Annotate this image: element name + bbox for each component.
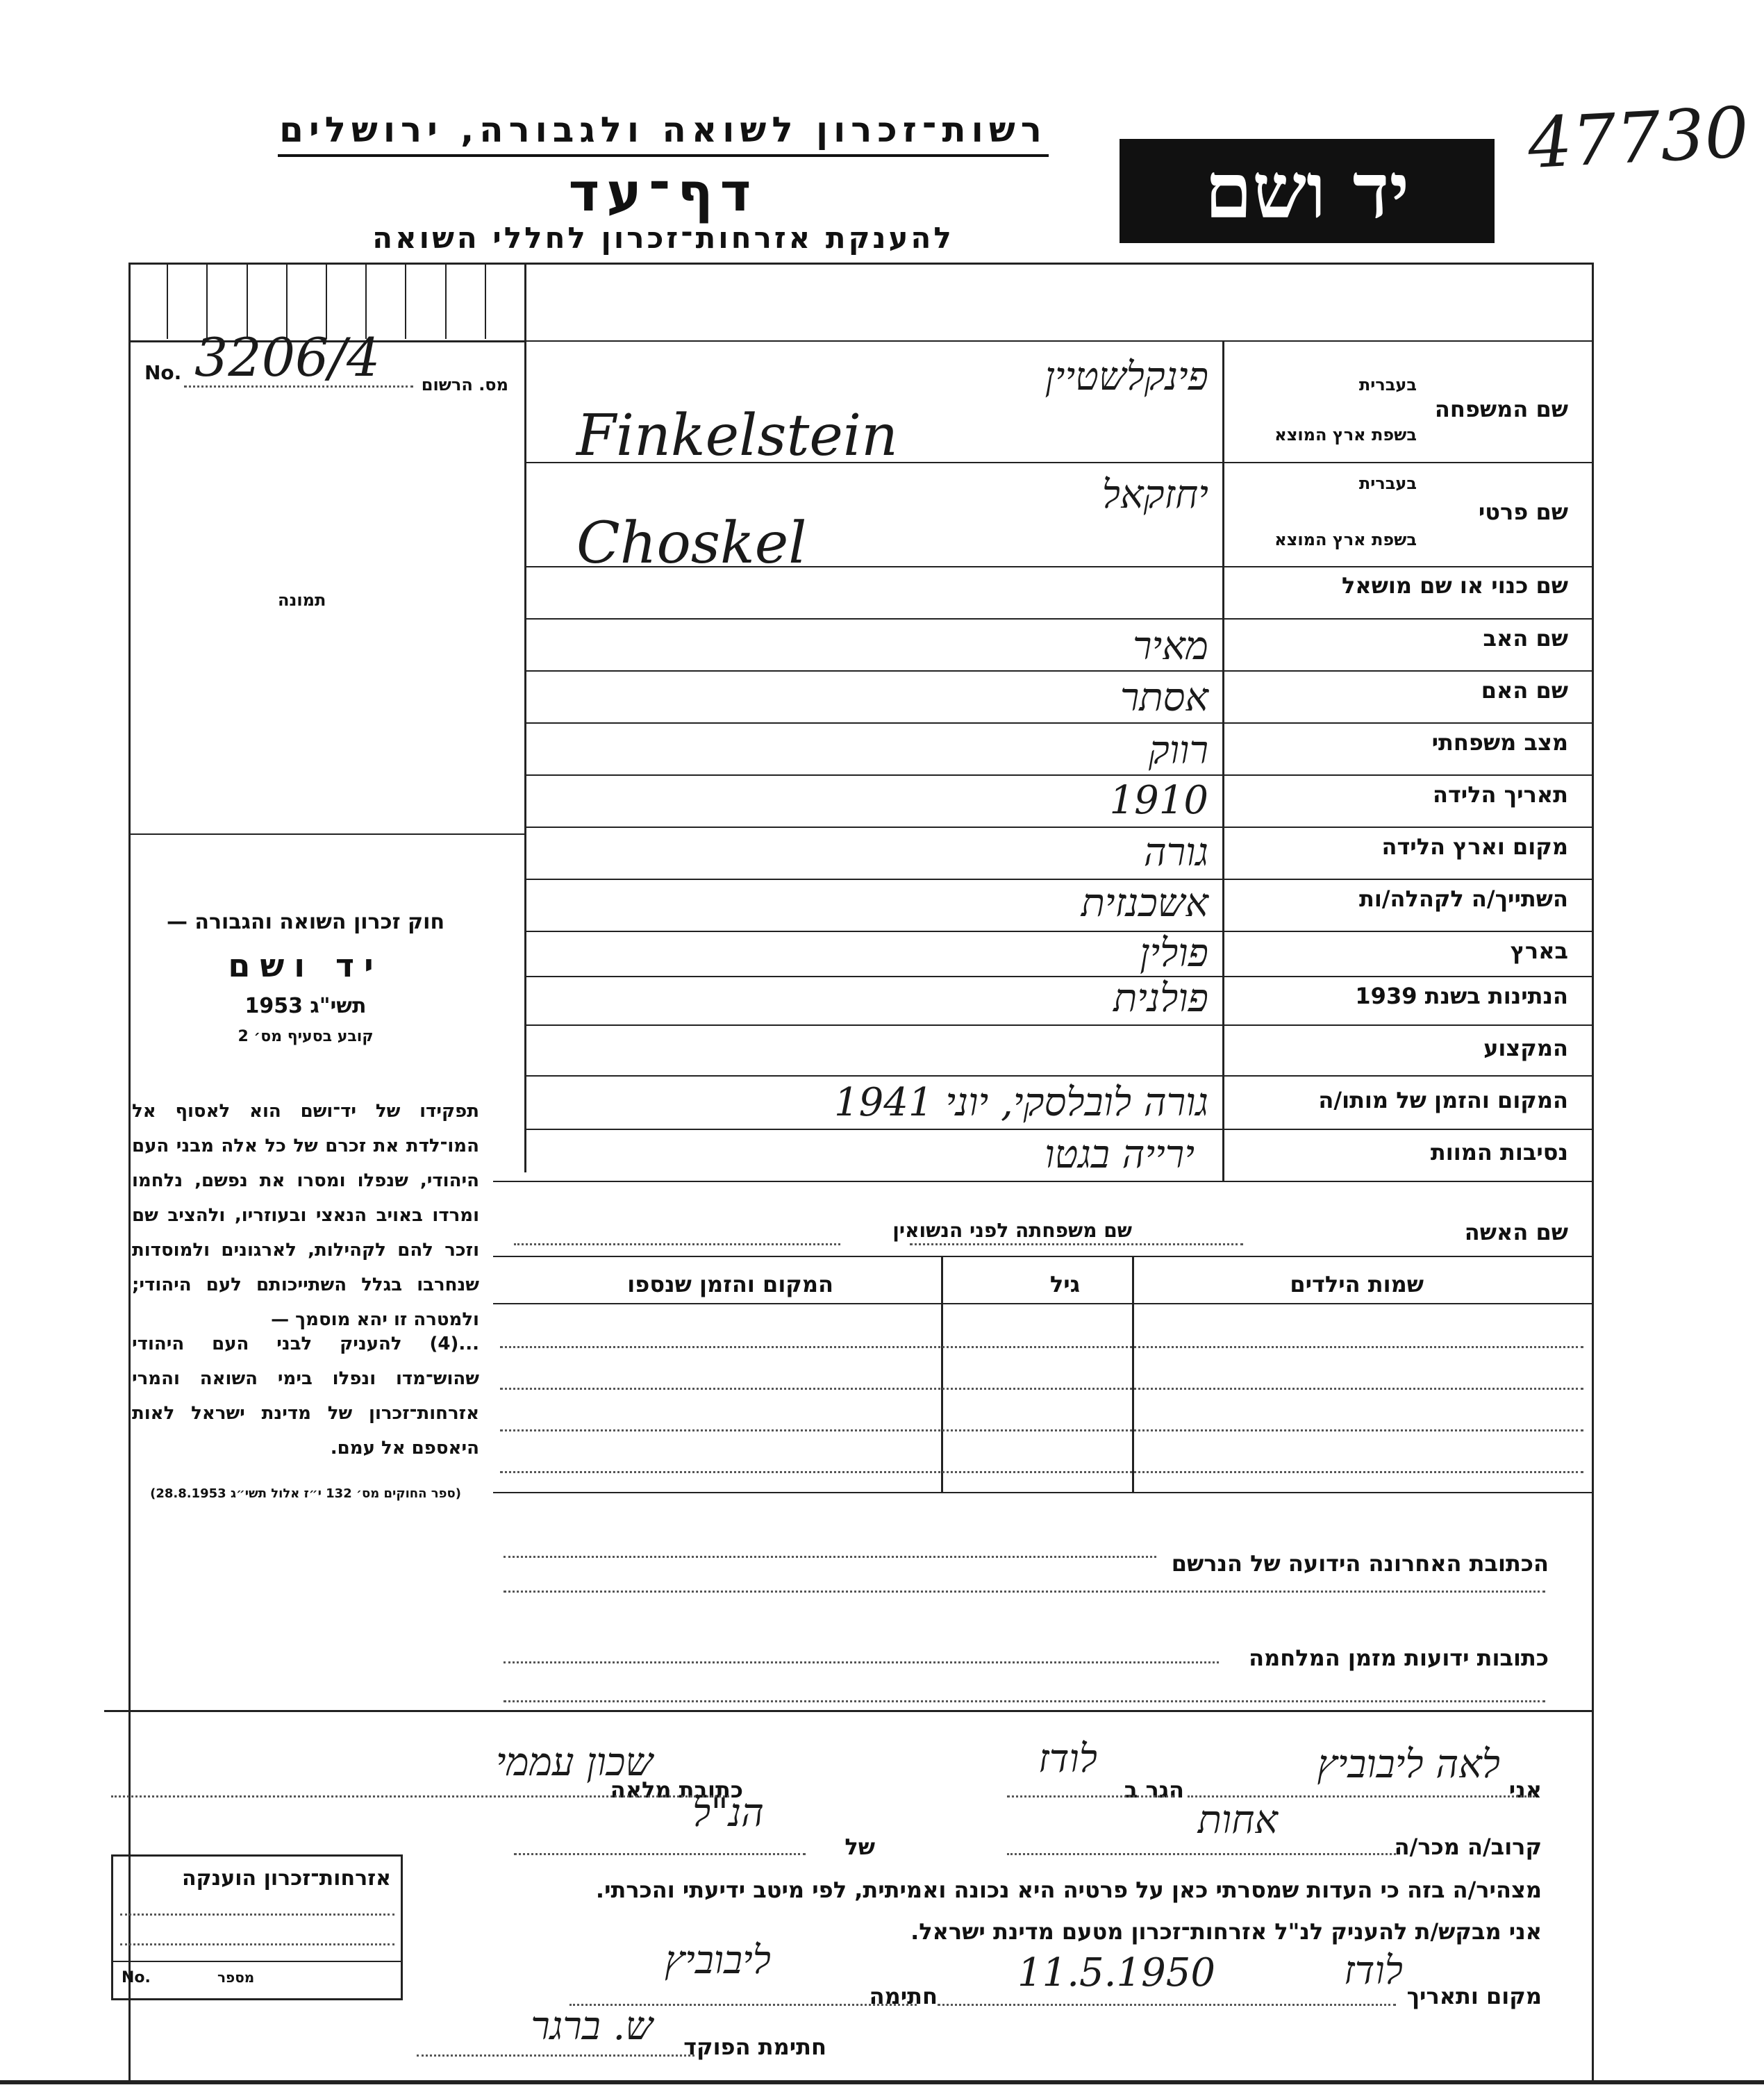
field-value-surname: פינקלשטיין bbox=[1045, 354, 1208, 399]
left-mid-line bbox=[128, 833, 524, 835]
stamp-no-label: No. bbox=[122, 1969, 151, 1986]
stamp-title: אזרחות־זכרון הוענקה bbox=[181, 1866, 391, 1891]
page-subtitle: להענקת אזרחות־זכרון לחללי השואה bbox=[372, 221, 954, 255]
row-line bbox=[493, 1181, 1594, 1182]
field-label-citizenship: הנתינות בשנת 1939 bbox=[1355, 983, 1568, 1009]
declaration-top-line bbox=[104, 1710, 1594, 1712]
children-header-line bbox=[493, 1303, 1594, 1304]
decl-address-value: שכון עממי bbox=[495, 1740, 653, 1785]
decl-signature-label: חתימה bbox=[869, 1983, 938, 2009]
decl-place-value: לודז bbox=[1343, 1948, 1403, 1993]
last-address-dots-2 bbox=[504, 1591, 1545, 1593]
field-sub-surname-hebrew: בעברית bbox=[1358, 375, 1417, 395]
stamp-dots bbox=[120, 1913, 394, 1916]
decl-resides-label: הגר ב bbox=[1124, 1777, 1184, 1803]
field-value-citizenship: פולנית bbox=[1113, 976, 1208, 1021]
field-value-death-circumstances: ירייה בגטו bbox=[1045, 1132, 1195, 1177]
row-line bbox=[524, 1024, 1594, 1026]
field-label-father: שם האב bbox=[1483, 625, 1568, 651]
field-value-father: מאיר bbox=[1133, 624, 1208, 669]
field-label-death-place: המקום והזמן של מותו/ה bbox=[1318, 1087, 1568, 1113]
children-row bbox=[500, 1388, 1583, 1390]
field-sub-surname-origin: בשפת ארץ המוצא bbox=[1274, 425, 1417, 445]
field-value-birthdate: 1910 bbox=[1109, 778, 1208, 823]
left-column-divider bbox=[524, 263, 526, 1172]
wife-dots bbox=[910, 1243, 1243, 1245]
war-address-dots bbox=[504, 1661, 1219, 1663]
field-value-surname-latin: Finkelstein bbox=[576, 403, 898, 469]
field-value-firstname: יחזקאל bbox=[1101, 472, 1208, 517]
field-label-death-circumstances: נסיבות המוות bbox=[1430, 1139, 1568, 1165]
row-line bbox=[524, 670, 1594, 672]
field-value-country: פולין bbox=[1140, 931, 1208, 976]
children-col-divider bbox=[1132, 1256, 1134, 1492]
field-label-surname: שם המשפחה bbox=[1434, 396, 1568, 422]
field-value-marital: רווק bbox=[1148, 728, 1208, 773]
decl-of-value: הנ"ל bbox=[692, 1791, 764, 1836]
field-value-firstname-latin: Choskel bbox=[576, 510, 807, 576]
decl-signature-value: ליבוביץ bbox=[664, 1938, 771, 1983]
field-value-death-place: גורה לובלסקי, יוני 1941 bbox=[834, 1080, 1208, 1125]
decl-date-value: 11.5.1950 bbox=[1017, 1950, 1215, 1995]
authority-title: רשות־זכרון לשואה ולגבורה, ירושלים bbox=[279, 110, 1047, 150]
law-footnote: (ספר החוקים מס׳ 132 י״ז אלול תשי״ג 28.8.1953) bbox=[150, 1486, 461, 1501]
photo-label: תמונה bbox=[278, 590, 326, 610]
decl-relative-value: אחות bbox=[1197, 1798, 1278, 1843]
stamp-number-label: מספר bbox=[217, 1969, 255, 1986]
registration-value: 3206/4 bbox=[194, 326, 381, 388]
row-line bbox=[524, 1075, 1594, 1077]
last-address-dots bbox=[504, 1556, 1156, 1558]
registration-no-label: No. bbox=[144, 361, 182, 384]
decl-of-label: של bbox=[844, 1834, 875, 1860]
war-address-dots-2 bbox=[504, 1700, 1545, 1702]
row-line bbox=[524, 618, 1594, 620]
field-value-mother: אסתר bbox=[1120, 675, 1208, 720]
last-address-label: הכתובת האחרונה הידועה של הנרשם bbox=[1171, 1550, 1549, 1577]
registration-label: מס. הרשום bbox=[421, 375, 508, 395]
children-row bbox=[500, 1429, 1583, 1431]
law-text-2: ...(4) להעניק לבני העם היהודי שהוש־מדו ונפלו בימי השואה והמרי אזרחות־זכרון של מדינת ישראל לאות היאספם אל עמם. bbox=[132, 1334, 479, 1459]
law-text-1: תפקידו של יד־ושם הוא לאסוף אל המו־לדת את זכרם של כל אלה מבני העם היהודי, שנפלו ומסרו את נפשם, נלחמו ומרדו באויב הנאצי ובעוזריו, ולהציב שם וזכר להם לקהילות, לארגונים ולמוסדות שנחרבו בגלל השתייכותם לעם היהודי; ולמטרה זו יהא מוסמך — bbox=[132, 1101, 479, 1330]
law-title: חוק זכרון השואה והגבורה — bbox=[166, 910, 445, 934]
field-label-firstname: שם פרטי bbox=[1478, 499, 1568, 525]
field-sub-firstname-hebrew: בעברית bbox=[1358, 474, 1417, 493]
row-line bbox=[524, 931, 1594, 932]
decl-dots bbox=[514, 1853, 806, 1855]
row-line bbox=[524, 774, 1594, 776]
field-value-community: אשכנזית bbox=[1081, 881, 1208, 926]
yad-vashem-logo: יד ושם bbox=[1120, 139, 1495, 243]
decl-i-value: לאה ליבוביץ bbox=[1317, 1742, 1500, 1787]
children-row bbox=[500, 1471, 1583, 1473]
law-clause: קובע בסעיף מס׳ 2 bbox=[238, 1028, 374, 1045]
decl-dots bbox=[938, 2004, 1396, 2006]
row-line bbox=[524, 879, 1594, 880]
field-label-profession: המקצוע bbox=[1483, 1035, 1568, 1061]
law-year: תשי"ג 1953 bbox=[244, 994, 367, 1018]
decl-officer-value: ש. ברגר bbox=[531, 2004, 653, 2049]
field-label-birthplace: מקום וארץ הלידה bbox=[1381, 833, 1568, 860]
row-line bbox=[524, 722, 1594, 724]
stamp-dots bbox=[120, 1943, 394, 1945]
field-value-birthplace: גורה bbox=[1143, 830, 1208, 875]
page-bottom-edge bbox=[0, 2080, 1764, 2084]
law-name: יד ושם bbox=[228, 947, 383, 984]
decl-statement-1: מצהיר/ה בזה כי העדות שמסרתי כאן על פרטיה היא נכונה ואמיתית, לפי מיטב ידיעתי והכרתי. bbox=[595, 1877, 1542, 1903]
citizenship-stamp-box bbox=[111, 1854, 403, 2000]
wife-maiden-label: שם משפחתה לפני הנשואין bbox=[892, 1219, 1132, 1242]
row-line bbox=[524, 1129, 1594, 1130]
stamp-divider bbox=[113, 1961, 401, 1962]
decl-dots bbox=[417, 2054, 694, 2057]
field-label-nickname: שם כנוי או שם מושאל bbox=[1341, 572, 1568, 599]
children-col-divider bbox=[941, 1256, 943, 1492]
decl-statement-2: אני מבקש/ת להעניק לנ"ל אזרחות־זכרון מטעם מדינת ישראל. bbox=[910, 1918, 1542, 1945]
label-column-divider bbox=[1222, 340, 1224, 1181]
wife-label: שם האשה bbox=[1464, 1219, 1568, 1245]
wife-maiden-dots bbox=[514, 1243, 840, 1245]
decl-relative-label: קרוב/ה מכר/ה bbox=[1394, 1834, 1542, 1860]
row-line bbox=[524, 827, 1594, 828]
field-label-country: בארץ bbox=[1510, 938, 1568, 964]
decl-place-date-label: מקום ותאריך bbox=[1406, 1983, 1542, 2009]
war-address-label: כתובות ידועות מזמן המלחמה bbox=[1249, 1645, 1549, 1671]
row-line bbox=[524, 976, 1594, 977]
page-title: דף־עד bbox=[568, 161, 758, 223]
children-bottom bbox=[493, 1492, 1594, 1493]
decl-address-label: כתובת מלאה bbox=[610, 1777, 743, 1803]
authority-underline bbox=[278, 154, 1049, 157]
field-label-marital: מצב משפחתי bbox=[1431, 729, 1568, 756]
archive-number: 47730 bbox=[1526, 91, 1751, 185]
children-row bbox=[500, 1346, 1583, 1348]
top-row-line bbox=[524, 340, 1594, 342]
decl-officer-label: חתימת הפוקד bbox=[683, 2034, 826, 2060]
field-sub-firstname-origin: בשפת ארץ המוצא bbox=[1274, 530, 1417, 549]
decl-dots bbox=[1007, 1795, 1174, 1798]
decl-dots bbox=[1007, 1853, 1396, 1855]
field-label-birthdate: תאריך הלידה bbox=[1432, 781, 1568, 808]
decl-resides-value: לודז bbox=[1038, 1736, 1097, 1782]
children-header-place: המקום והזמן שנספו bbox=[627, 1271, 833, 1297]
children-header-names: שמות הילדים bbox=[1290, 1271, 1424, 1297]
children-header-age: גיל bbox=[1049, 1271, 1080, 1297]
law-section bbox=[132, 910, 479, 1045]
decl-dots bbox=[111, 1795, 729, 1798]
field-label-mother: שם האם bbox=[1481, 677, 1568, 704]
field-label-community: השתייך/ה לקהלה/ות bbox=[1358, 886, 1568, 912]
decl-i-label: אני bbox=[1508, 1777, 1542, 1803]
